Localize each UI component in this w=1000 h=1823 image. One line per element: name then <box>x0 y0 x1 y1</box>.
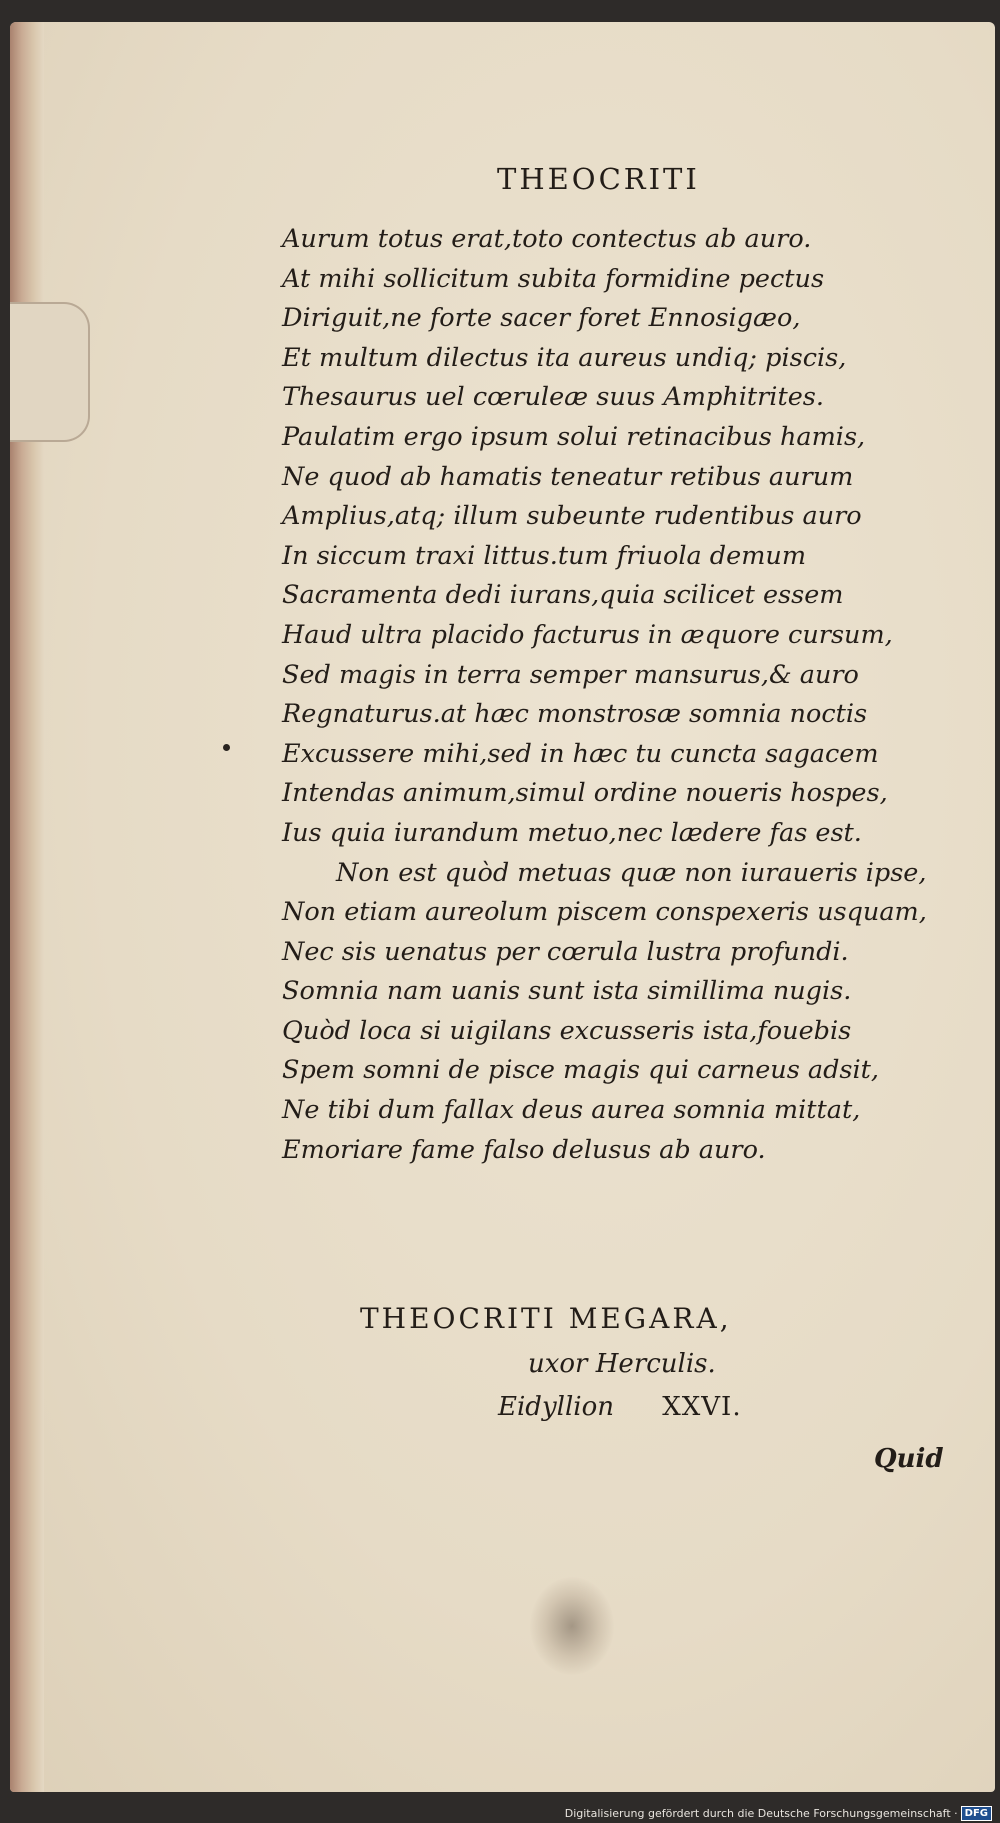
verse-line: At mihi sollicitum subita formidine pectus <box>282 263 825 294</box>
verse-line: Haud ultra placido facturus in æquore cursum, <box>282 619 893 650</box>
verse-line: Diriguit,ne forte sacer foret Ennosigæo, <box>282 303 801 334</box>
verse-line: Spem somni de pisce magis qui carneus adsit, <box>282 1055 880 1086</box>
verse-line: Intendas animum,simul ordine noueris hospes, <box>282 778 888 809</box>
idyll-word: Eidyllion <box>498 1392 614 1422</box>
ink-dot <box>223 744 230 751</box>
next-poem-subtitle: uxor Herculis. <box>528 1349 716 1379</box>
paper-stain <box>530 1577 614 1675</box>
verse-line: Ne quod ab hamatis teneatur retibus aurum <box>282 461 854 492</box>
page-tab-outline <box>10 302 90 442</box>
verse-line: Excussere mihi,sed in hæc tu cuncta sagacem <box>282 738 879 769</box>
verse-line: Non etiam aureolum piscem conspexeris usquam, <box>282 897 927 928</box>
verse-line: Regnaturus.at hæc monstrosæ somnia noctis <box>282 699 868 730</box>
verse-line: Thesaurus uel cœruleæ suus Amphitrites. <box>282 382 824 413</box>
verse-line: Sacramenta dedi iurans,quia scilicet essem <box>282 580 844 611</box>
credit-text: Digitalisierung gefördert durch die Deutsche Forschungsgemeinschaft · <box>564 1807 958 1820</box>
verse-line: Nec sis uenatus per cœrula lustra profundi. <box>282 936 849 967</box>
verse-line: Ne tibi dum fallax deus aurea somnia mittat, <box>282 1095 861 1126</box>
verse-line: Emoriare fame falso delusus ab auro. <box>282 1134 766 1165</box>
digitization-credit <box>565 1806 992 1821</box>
catchword: Quid <box>874 1444 944 1474</box>
verse-line: Paulatim ergo ipsum solui retinacibus hamis, <box>282 421 866 452</box>
page-fore-edge <box>10 22 44 1792</box>
verse-line: Et multum dilectus ita aureus undiq; piscis, <box>282 342 847 373</box>
verse-line: Sed magis in terra semper mansurus,& auro <box>282 659 859 690</box>
verse-line: Amplius,atq; illum subeunte rudentibus auro <box>282 501 862 532</box>
next-poem-title: THEOCRITI MEGARA, <box>360 1302 732 1335</box>
verse-line: Somnia nam uanis sunt ista simillima nugis. <box>282 976 852 1007</box>
verse-line: In siccum traxi littus.tum friuola demum <box>282 540 806 571</box>
verse-list <box>282 220 927 1170</box>
idyll-number: XXVI. <box>662 1392 742 1422</box>
running-header: THEOCRITI <box>497 162 700 196</box>
book-page <box>10 22 995 1792</box>
verse-line: Quòd loca si uigilans excusseris ista,fouebis <box>282 1015 852 1046</box>
dfg-logo: DFG <box>961 1806 992 1821</box>
verse-line: Non est quòd metuas quæ non iuraueris ipse, <box>336 857 927 888</box>
verse-line: Aurum totus erat,toto contectus ab auro. <box>282 224 812 254</box>
next-poem-idyll <box>498 1392 742 1422</box>
verse-line: Ius quia iurandum metuo,nec lædere fas est. <box>282 817 862 848</box>
